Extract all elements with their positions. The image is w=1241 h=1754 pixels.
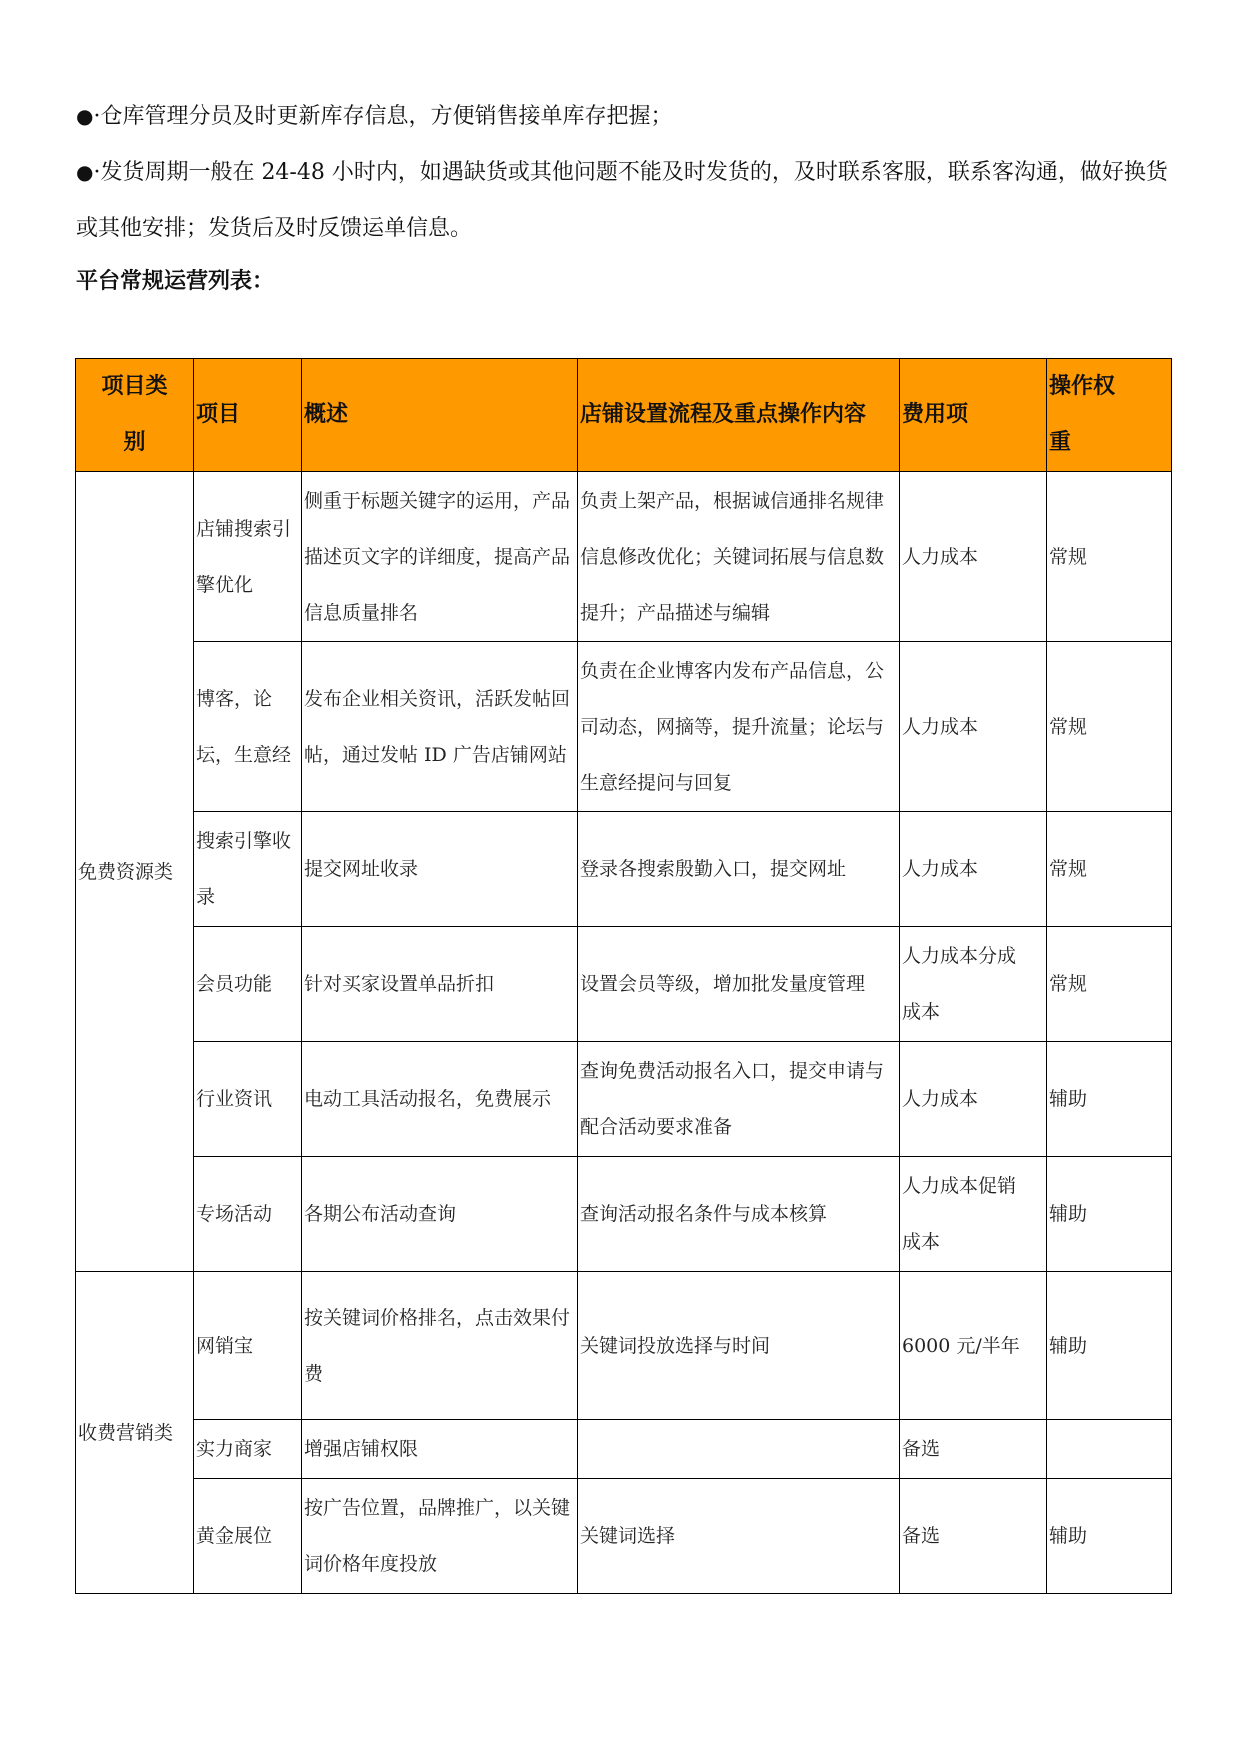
process-cell: 查询免费活动报名入口，提交申请与配合活动要求准备 — [578, 1042, 900, 1157]
cost-cell: 人力成本分成成本 — [900, 927, 1047, 1042]
header-process: 店铺设置流程及重点操作内容 — [578, 359, 900, 472]
overview-cell: 提交网址收录 — [302, 812, 578, 927]
weight-cell — [1047, 1420, 1172, 1479]
table-header-row — [76, 359, 1172, 472]
cost-cell: 备选 — [900, 1420, 1047, 1479]
header-cost: 费用项 — [900, 359, 1047, 472]
process-cell — [578, 1420, 900, 1479]
table-row — [76, 812, 1172, 927]
overview-cell: 发布企业相关资讯，活跃发帖回帖，通过发帖 ID 广告店铺网站 — [302, 642, 578, 812]
table-row — [76, 1042, 1172, 1157]
weight-cell: 辅助 — [1047, 1272, 1172, 1420]
item-cell: 博客，论坛，生意经 — [194, 642, 302, 812]
cost-cell: 人力成本 — [900, 642, 1047, 812]
paragraph-text: ·仓库管理分员及时更新库存信息，方便销售接单库存把握； — [93, 104, 673, 129]
header-item: 项目 — [194, 359, 302, 472]
paragraph-text: ·发货周期一般在 24-48 小时内，如遇缺货或其他问题不能及时发货的，及时联系客服，联系客沟通，做好换货或其他安排；发货后及时反馈运单信息。 — [76, 160, 1168, 241]
table-row — [76, 472, 1172, 642]
weight-cell: 辅助 — [1047, 1479, 1172, 1594]
weight-cell: 常规 — [1047, 472, 1172, 642]
overview-cell: 侧重于标题关键字的运用，产品描述页文字的详细度，提高产品信息质量排名 — [302, 472, 578, 642]
table-row — [76, 927, 1172, 1042]
cost-cell: 人力成本 — [900, 1042, 1047, 1157]
table-row — [76, 1272, 1172, 1420]
item-cell: 网销宝 — [194, 1272, 302, 1420]
category-cell: 免费资源类 — [76, 472, 194, 1272]
cost-cell: 6000 元/半年 — [900, 1272, 1047, 1420]
weight-cell: 常规 — [1047, 812, 1172, 927]
weight-cell: 辅助 — [1047, 1042, 1172, 1157]
weight-cell: 常规 — [1047, 927, 1172, 1042]
overview-cell: 增强店铺权限 — [302, 1420, 578, 1479]
overview-cell: 针对买家设置单品折扣 — [302, 927, 578, 1042]
item-cell: 搜索引擎收录 — [194, 812, 302, 927]
cost-cell: 人力成本促销成本 — [900, 1157, 1047, 1272]
overview-cell: 按广告位置，品牌推广，以关键词价格年度投放 — [302, 1479, 578, 1594]
header-overview: 概述 — [302, 359, 578, 472]
item-cell: 会员功能 — [194, 927, 302, 1042]
weight-cell: 辅助 — [1047, 1157, 1172, 1272]
overview-cell: 电动工具活动报名，免费展示 — [302, 1042, 578, 1157]
table-row — [76, 1420, 1172, 1479]
item-cell: 实力商家 — [194, 1420, 302, 1479]
bullet-icon: ● — [76, 160, 94, 184]
process-cell: 关键词投放选择与时间 — [578, 1272, 900, 1420]
bullet-paragraph-1 — [76, 88, 1176, 145]
cost-cell: 人力成本 — [900, 472, 1047, 642]
process-cell: 关键词选择 — [578, 1479, 900, 1594]
table-row — [76, 1157, 1172, 1272]
bullet-icon: ● — [76, 104, 94, 128]
item-cell: 专场活动 — [194, 1157, 302, 1272]
cost-cell: 备选 — [900, 1479, 1047, 1594]
bullet-paragraph-2 — [76, 144, 1176, 257]
table-row — [76, 1479, 1172, 1594]
header-weight: 操作权重 — [1047, 359, 1172, 472]
process-cell: 设置会员等级，增加批发量度管理 — [578, 927, 900, 1042]
category-cell: 收费营销类 — [76, 1272, 194, 1594]
overview-cell: 按关键词价格排名，点击效果付费 — [302, 1272, 578, 1420]
item-cell: 黄金展位 — [194, 1479, 302, 1594]
section-heading: 平台常规运营列表： — [76, 269, 275, 294]
process-cell: 查询活动报名条件与成本核算 — [578, 1157, 900, 1272]
process-cell: 负责上架产品，根据诚信通排名规律信息修改优化；关键词拓展与信息数提升；产品描述与编辑 — [578, 472, 900, 642]
operations-table — [75, 358, 1172, 1594]
header-category: 项目类别 — [76, 359, 194, 472]
overview-cell: 各期公布活动查询 — [302, 1157, 578, 1272]
process-cell: 负责在企业博客内发布产品信息，公司动态，网摘等，提升流量；论坛与生意经提问与回复 — [578, 642, 900, 812]
cost-cell: 人力成本 — [900, 812, 1047, 927]
item-cell: 店铺搜索引擎优化 — [194, 472, 302, 642]
process-cell: 登录各搜索殷勤入口，提交网址 — [578, 812, 900, 927]
item-cell: 行业资讯 — [194, 1042, 302, 1157]
weight-cell: 常规 — [1047, 642, 1172, 812]
table-row — [76, 642, 1172, 812]
